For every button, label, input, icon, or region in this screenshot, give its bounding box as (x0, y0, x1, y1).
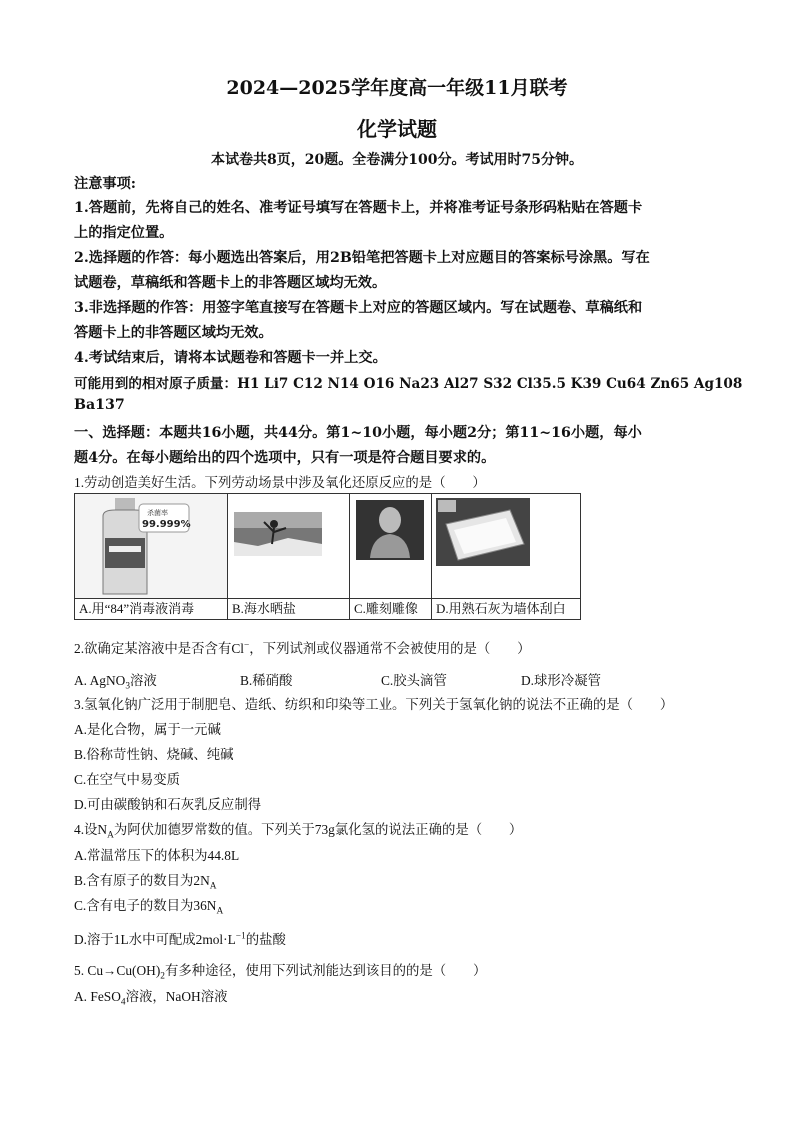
q3-stem: 3.氢氧化钠广泛用于制肥皂、造纸、纺织和印染等工业。下列关于氢氧化钠的说法不正确的是（ ） (74, 697, 674, 712)
q4-stem (74, 819, 523, 841)
q5-stem-tail: 有多种途径，使用下列试剂能达到该目的的是（ ） (164, 963, 487, 978)
q2-option-a (74, 670, 157, 692)
q5-option-a-tail: 溶液，NaOH溶液 (125, 989, 228, 1004)
q1-caption-d: D.用熟石灰为墙体刮白 (432, 599, 581, 620)
q5-stem (74, 960, 487, 982)
q1-image-a (75, 494, 228, 599)
exam-info: 本试卷共8页，20题。全卷满分100分。考试用时75分钟。 (211, 152, 583, 168)
disinfectant-bottle-image (75, 494, 227, 598)
q2-option-a-subscript: 3 (125, 681, 131, 692)
section-1-instructions-line-2: 题4分。在每小题给出的四个选项中，只有一项是符合题目要求的。 (74, 450, 496, 466)
q4-option-c-text: C.含有电子的数目为36N (74, 898, 217, 913)
note-3-line-1: 3.非选择题的作答：用签字笔直接写在答题卡上对应的答题区域内。写在试题卷、草稿纸和 (74, 300, 643, 316)
q4-option-b-text: B.含有原子的数目为2N (74, 873, 210, 888)
q1-stem: 1.劳动创造美好生活。下列劳动场景中涉及氧化还原反应的是（ ） (74, 475, 486, 490)
exam-title: 2024—2025学年度高一年级11月联考 (226, 77, 568, 99)
q5-stem-subscript: 2 (160, 971, 165, 982)
q4-option-c (74, 895, 224, 917)
q4-option-c-subscript: A (216, 906, 224, 917)
section-1-instructions-line-1: 一、选择题：本题共16小题，共44分。第1~10小题，每小题2分；第11~16小题，每小 (74, 425, 642, 441)
q5-option-a-text: A. FeSO (74, 989, 121, 1004)
subject-title: 化学试题 (357, 117, 437, 141)
q1-caption-a: A.用“84”消毒液消毒 (75, 599, 228, 620)
q4-option-d-superscript: −1 (235, 931, 246, 942)
q4-option-d (74, 929, 286, 948)
notes-heading: 注意事项: (74, 176, 136, 192)
note-3-line-2: 答题卡上的非答题区域均无效。 (74, 325, 273, 341)
q4-stem-subscript: A (107, 830, 114, 841)
q4-stem-tail: 为阿伏加德罗常数的值。下列关于73g氯化氢的说法正确的是（ ） (113, 822, 523, 837)
q4-option-b (74, 870, 217, 892)
bottle-label-percent: 99.999% (142, 519, 191, 530)
q4-option-a: A.常温常压下的体积为44.8L (74, 848, 240, 863)
q2-option-a-text: A. AgNO (74, 673, 126, 688)
carved-statue-image (350, 494, 431, 598)
q2-option-c: C.胶头滴管 (381, 673, 447, 688)
note-2-line-2: 试题卷，草稿纸和答题卡上的非答题区域均无效。 (74, 275, 387, 291)
q2-stem (74, 638, 531, 657)
q2-option-a-tail: 溶液 (130, 673, 157, 688)
q4-option-d-text: D.溶于1L水中可配成2mol·L (74, 932, 236, 947)
q2-stem-superscript: − (244, 640, 250, 651)
q1-image-d (432, 494, 581, 599)
q1-caption-b: B.海水晒盐 (228, 599, 350, 620)
bottle-label-top: 杀菌率 (147, 509, 168, 517)
note-1-line-2: 上的指定位置。 (74, 225, 174, 241)
q5-option-a-subscript: 4 (120, 997, 126, 1008)
q4-option-b-subscript: A (209, 881, 217, 892)
note-4: 4.考试结束后，请将本试题卷和答题卡一并上交。 (74, 350, 387, 366)
q1-image-table (74, 493, 581, 620)
q4-option-d-tail: 的盐酸 (245, 932, 286, 947)
q5-stem-text: 5. Cu→Cu(OH) (74, 963, 161, 978)
q3-option-c: C.在空气中易变质 (74, 772, 181, 787)
q4-stem-text: 4.设N (74, 822, 108, 837)
q2-option-d: D.球形冷凝管 (521, 673, 601, 688)
slaked-lime-bucket-image (432, 494, 580, 598)
q1-image-c (350, 494, 432, 599)
q2-option-b: B.稀硝酸 (240, 673, 293, 688)
atomic-masses-line-1: 可能用到的相对原子质量：H1 Li7 C12 N14 O16 Na23 Al27 S32 Cl35.5 K39 Cu64 Zn65 Ag108 (74, 376, 743, 392)
q2-stem-text: 2.欲确定某溶液中是否含有Cl (74, 641, 244, 656)
q5-option-a (74, 986, 228, 1008)
q3-option-b: B.俗称苛性钠、烧碱、纯碱 (74, 747, 234, 762)
q2-stem-tail: ，下列试剂或仪器通常不会被使用的是（ ） (249, 641, 531, 656)
note-2-line-1: 2.选择题的作答：每小题选出答案后，用2B铅笔把答题卡上对应题目的答案标号涂黑。写在 (74, 250, 650, 266)
q3-option-d: D.可由碳酸钠和石灰乳反应制得 (74, 797, 262, 812)
q3-option-a: A.是化合物，属于一元碱 (74, 722, 221, 737)
q1-image-b (228, 494, 350, 599)
sea-salt-drying-image (228, 494, 349, 598)
note-1-line-1: 1.答题前，先将自己的姓名、准考证号填写在答题卡上，并将准考证号条形码粘贴在答题卡 (74, 200, 643, 216)
q1-caption-c: C.雕刻雕像 (350, 599, 432, 620)
atomic-masses-line-2: Ba137 (74, 397, 125, 413)
